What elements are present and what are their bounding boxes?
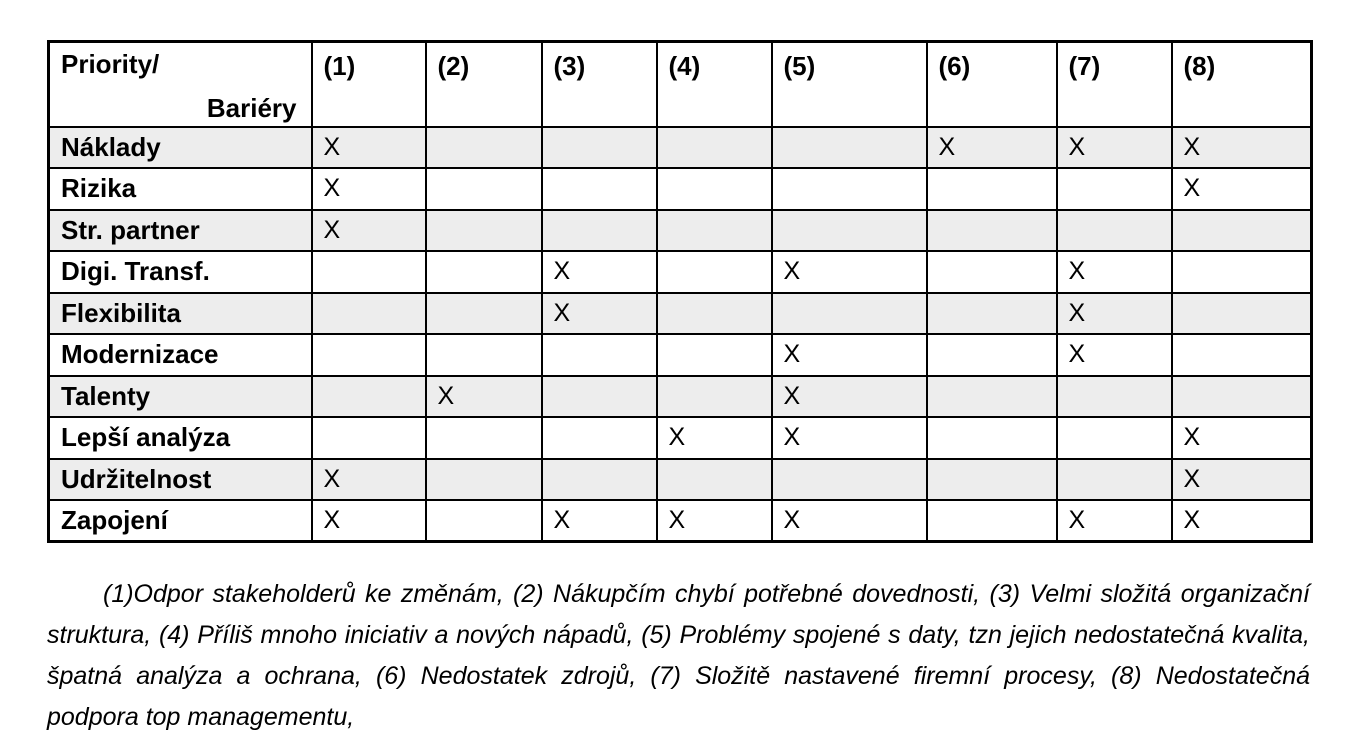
table-row: [49, 376, 1312, 418]
mark-cell: [542, 376, 657, 418]
column-header-7: (7): [1057, 42, 1172, 127]
mark-cell: [426, 293, 542, 335]
mark-cell: [1057, 168, 1172, 210]
row-label: Udržitelnost: [49, 459, 312, 501]
mark-cell: [772, 459, 927, 501]
mark-cell: [542, 417, 657, 459]
header-corner: [50, 43, 311, 124]
column-header-3: (3): [542, 42, 657, 127]
mark-cell: X: [657, 417, 772, 459]
mark-cell: [927, 376, 1057, 418]
mark-cell: [1057, 459, 1172, 501]
priority-barrier-matrix: [47, 40, 1313, 543]
table-row: [49, 168, 1312, 210]
mark-cell: [657, 459, 772, 501]
mark-cell: [1057, 376, 1172, 418]
row-label: Talenty: [49, 376, 312, 418]
mark-cell: [426, 210, 542, 252]
row-label: Flexibilita: [49, 293, 312, 335]
mark-cell: X: [1172, 127, 1312, 169]
mark-cell: [927, 293, 1057, 335]
mark-cell: [426, 459, 542, 501]
mark-cell: X: [772, 251, 927, 293]
column-header-2: (2): [426, 42, 542, 127]
mark-cell: X: [1057, 251, 1172, 293]
mark-cell: X: [1057, 127, 1172, 169]
mark-cell: X: [1172, 500, 1312, 542]
table-row: [49, 334, 1312, 376]
mark-cell: [1057, 210, 1172, 252]
mark-cell: [1172, 334, 1312, 376]
column-header-8: (8): [1172, 42, 1312, 127]
mark-cell: [312, 376, 426, 418]
mark-cell: X: [542, 500, 657, 542]
mark-cell: X: [312, 459, 426, 501]
mark-cell: X: [312, 127, 426, 169]
mark-cell: [772, 210, 927, 252]
mark-cell: X: [927, 127, 1057, 169]
column-header-4: (4): [657, 42, 772, 127]
mark-cell: [1057, 417, 1172, 459]
mark-cell: X: [1172, 459, 1312, 501]
table-row: [49, 251, 1312, 293]
row-label: Digi. Transf.: [49, 251, 312, 293]
row-label: Rizika: [49, 168, 312, 210]
mark-cell: X: [1057, 293, 1172, 335]
mark-cell: X: [657, 500, 772, 542]
mark-cell: [426, 127, 542, 169]
row-label: Modernizace: [49, 334, 312, 376]
mark-cell: [312, 293, 426, 335]
mark-cell: [927, 500, 1057, 542]
mark-cell: X: [426, 376, 542, 418]
mark-cell: [312, 417, 426, 459]
table-row: [49, 293, 1312, 335]
mark-cell: [426, 500, 542, 542]
table-row: [49, 417, 1312, 459]
mark-cell: [426, 251, 542, 293]
mark-cell: [772, 293, 927, 335]
mark-cell: [927, 251, 1057, 293]
mark-cell: [927, 417, 1057, 459]
mark-cell: [1172, 376, 1312, 418]
mark-cell: [657, 251, 772, 293]
mark-cell: [1172, 251, 1312, 293]
mark-cell: [542, 210, 657, 252]
column-header-5: (5): [772, 42, 927, 127]
mark-cell: X: [1172, 417, 1312, 459]
mark-cell: [1172, 293, 1312, 335]
mark-cell: X: [772, 417, 927, 459]
mark-cell: X: [1057, 334, 1172, 376]
mark-cell: [312, 251, 426, 293]
header-corner-line1: Priority/: [61, 49, 160, 79]
mark-cell: [657, 334, 772, 376]
mark-cell: [426, 334, 542, 376]
table-row: [49, 210, 1312, 252]
mark-cell: X: [772, 376, 927, 418]
mark-cell: [1172, 210, 1312, 252]
mark-cell: [927, 459, 1057, 501]
table-row: [49, 127, 1312, 169]
header-corner-cell: [49, 42, 312, 127]
mark-cell: X: [312, 500, 426, 542]
mark-cell: [927, 334, 1057, 376]
row-label: Lepší analýza: [49, 417, 312, 459]
legend-caption: (1)Odpor stakeholderů ke změnám, (2) Nákupčím chybí potřebné dovednosti, (3) Velmi složitá organizační struktura, (4) Příliš mnoho iniciativ a nových nápadů, (5) Problémy spojené s daty, tzn jejich nedostatečná kvalita, špatná analýza a ochrana, (6) Nedostatek zdrojů, (7) Složitě nastavené firemní procesy, (8) Nedostatečná podpora top managementu,: [47, 580, 1310, 731]
mark-cell: X: [542, 251, 657, 293]
row-label: Str. partner: [49, 210, 312, 252]
mark-cell: X: [772, 334, 927, 376]
table-row: [49, 459, 1312, 501]
mark-cell: [772, 127, 927, 169]
mark-cell: [542, 168, 657, 210]
mark-cell: [426, 168, 542, 210]
header-row: [49, 42, 1312, 127]
mark-cell: [312, 334, 426, 376]
mark-cell: X: [772, 500, 927, 542]
mark-cell: [542, 127, 657, 169]
row-label: Zapojení: [49, 500, 312, 542]
column-header-6: (6): [927, 42, 1057, 127]
row-label: Náklady: [49, 127, 312, 169]
mark-cell: [657, 210, 772, 252]
table-row: [49, 500, 1312, 542]
mark-cell: [657, 168, 772, 210]
mark-cell: X: [1172, 168, 1312, 210]
mark-cell: [927, 210, 1057, 252]
mark-cell: [542, 459, 657, 501]
mark-cell: [657, 376, 772, 418]
mark-cell: X: [312, 210, 426, 252]
mark-cell: [542, 334, 657, 376]
column-header-1: (1): [312, 42, 426, 127]
mark-cell: X: [542, 293, 657, 335]
mark-cell: [927, 168, 1057, 210]
mark-cell: X: [312, 168, 426, 210]
mark-cell: [426, 417, 542, 459]
mark-cell: [657, 127, 772, 169]
mark-cell: [772, 168, 927, 210]
mark-cell: [657, 293, 772, 335]
header-corner-line2: Bariéry: [206, 93, 297, 123]
mark-cell: X: [1057, 500, 1172, 542]
